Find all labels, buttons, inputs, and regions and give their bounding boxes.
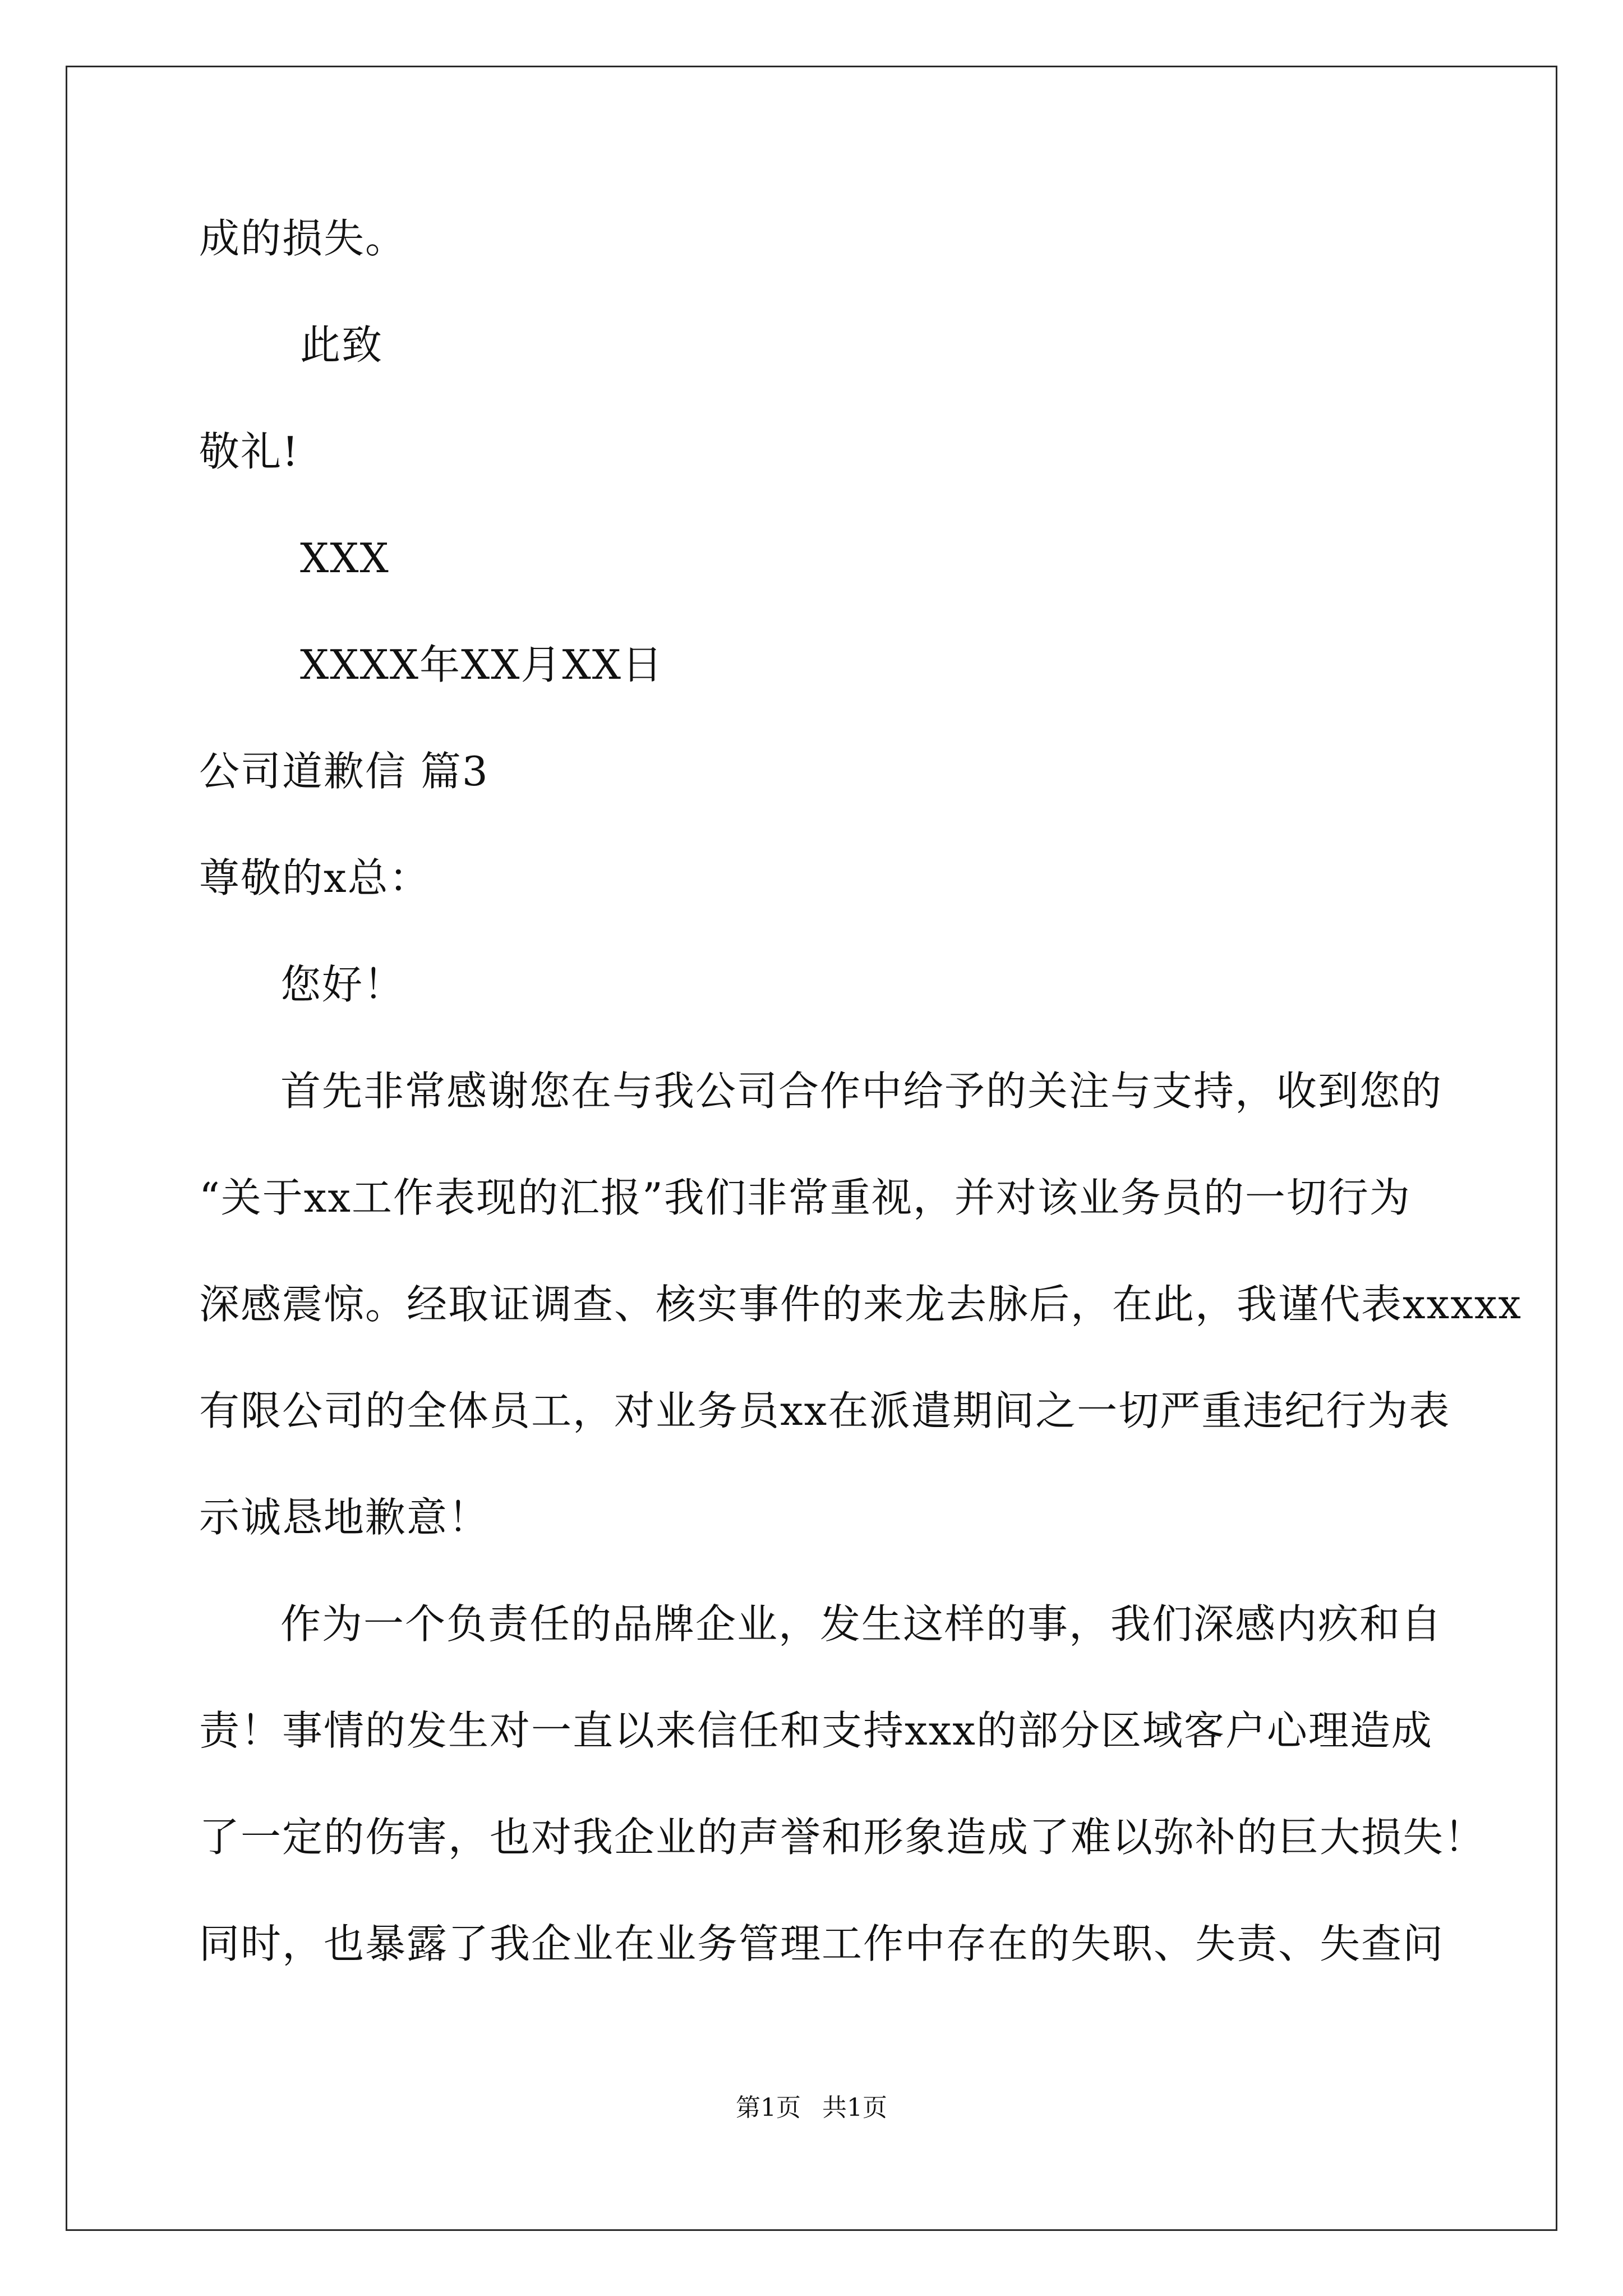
page-number: 第1页 bbox=[736, 2093, 801, 2122]
paragraph-line: 作为一个负责任的品牌企业，发生这样的事，我们深感内疚和自 bbox=[280, 1600, 1443, 1648]
paragraph-line: 有限公司的全体员工，对业务员xx在派遣期间之一切严重违纪行为表 bbox=[199, 1387, 1451, 1434]
greeting-line: 您好！ bbox=[280, 961, 405, 1008]
page-footer bbox=[0, 2091, 1623, 2125]
paragraph-line: 示诚恳地歉意！ bbox=[199, 1494, 490, 1541]
paragraph-line: 首先非常感谢您在与我公司合作中给予的关注与支持，收到您的 bbox=[280, 1068, 1443, 1115]
paragraph-line: 同时，也暴露了我企业在业务管理工作中存在的失职、失责、失查问 bbox=[199, 1920, 1445, 1967]
signature-date: XXXX年XX月XX日 bbox=[300, 641, 664, 688]
paragraph-line: 责！事情的发生对一直以来信任和支持xxx的部分区域客户心理造成 bbox=[199, 1707, 1433, 1754]
paragraph-line: 了一定的伤害，也对我企业的声誉和形象造成了难以弥补的巨大损失！ bbox=[199, 1814, 1486, 1861]
salutation-line: 敬礼! bbox=[199, 428, 299, 475]
page-total: 共1页 bbox=[822, 2093, 887, 2122]
document-body bbox=[199, 185, 1523, 1997]
paragraph-line: “关于xx工作表现的汇报”我们非常重视，并对该业务员的一切行为 bbox=[199, 1174, 1411, 1221]
section-title: 公司道歉信 篇3 bbox=[199, 748, 489, 795]
paragraph-line: 深感震惊。经取证调查、核实事件的来龙去脉后，在此，我谨代表xxxxx bbox=[199, 1281, 1523, 1328]
signature-name: XXX bbox=[300, 535, 390, 582]
salutation-line: 此致 bbox=[300, 321, 384, 369]
greeting-line: 尊敬的x总： bbox=[199, 854, 431, 901]
paragraph-line: 成的损失。 bbox=[199, 215, 407, 262]
